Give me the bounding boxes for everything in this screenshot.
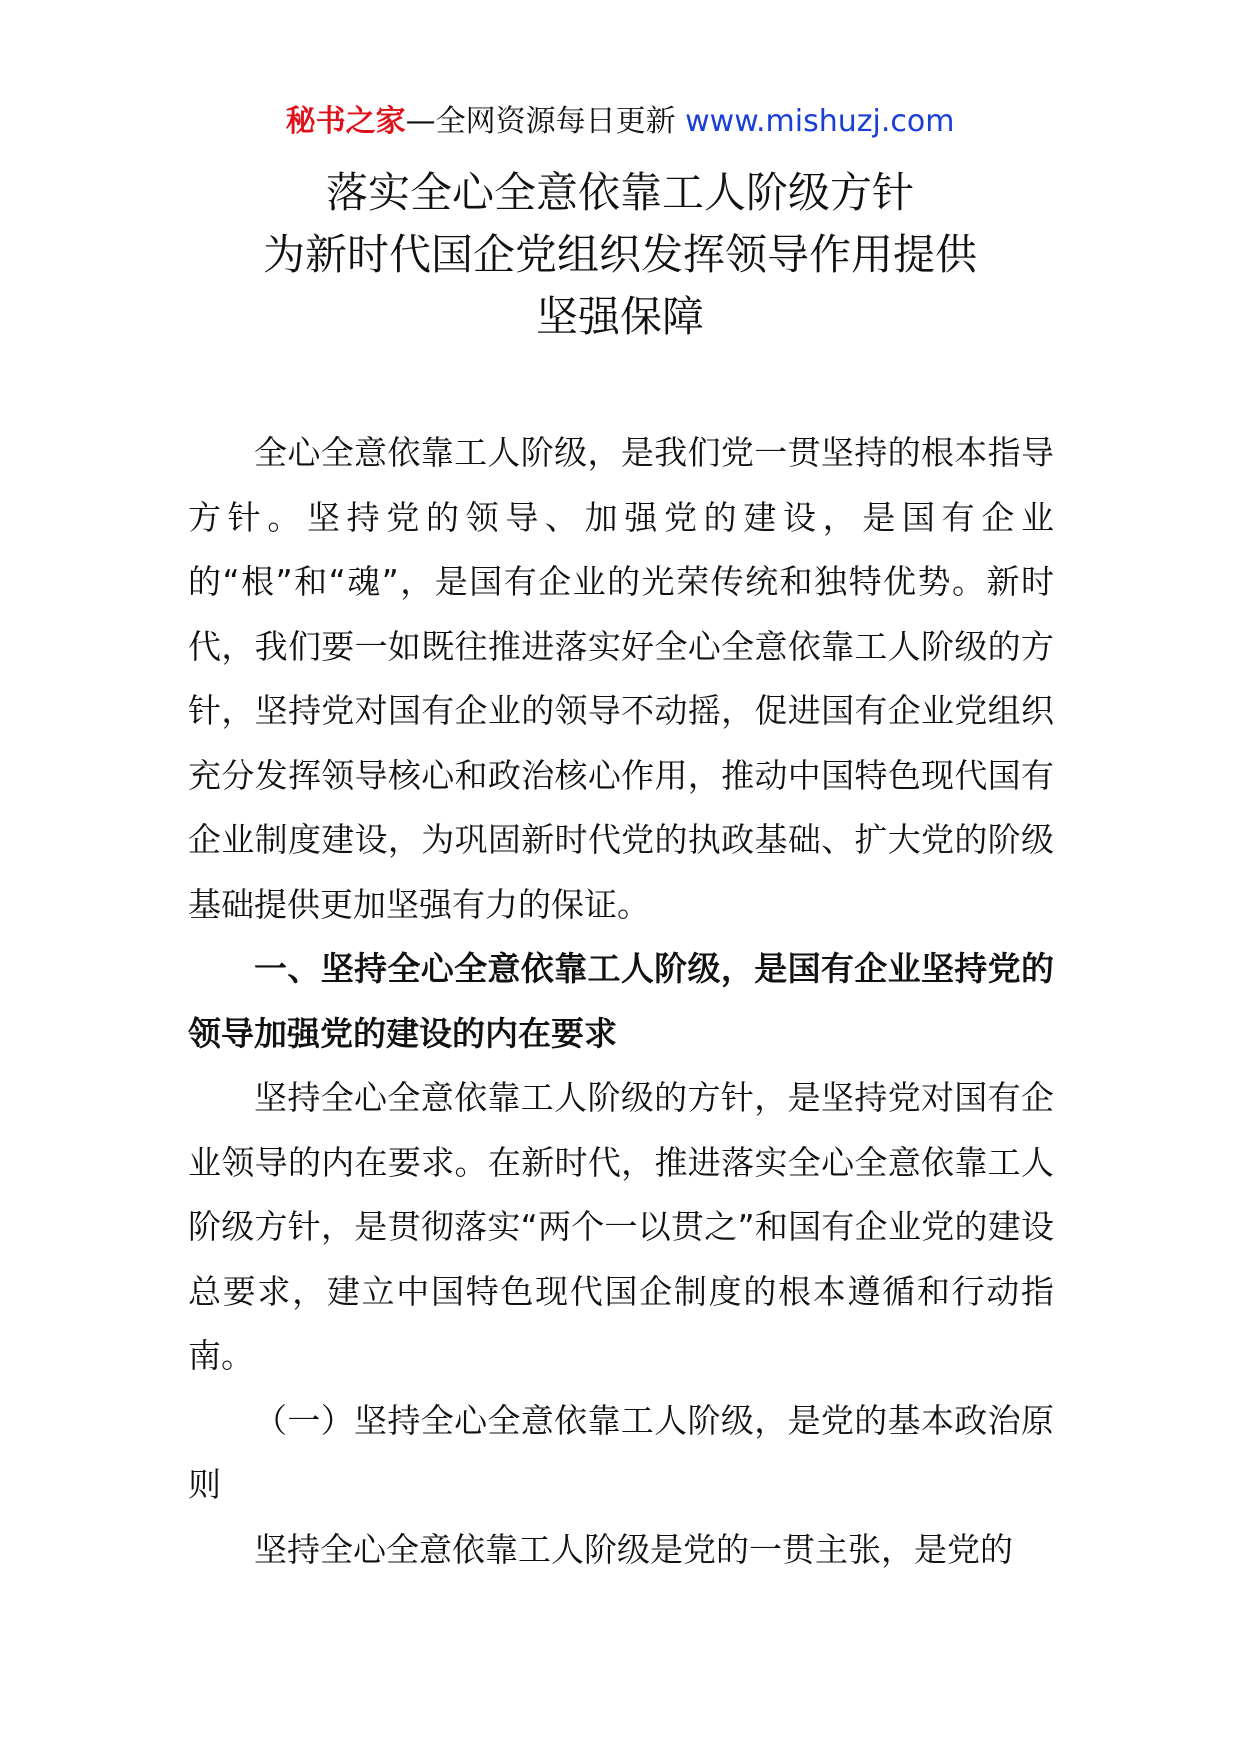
document-title <box>0 162 1240 348</box>
site-url[interactable]: www.mishuzj.com <box>685 104 955 139</box>
subsection-heading-1: （一）坚持全心全意依靠工人阶级，是党的基本政治原则 <box>188 1400 1054 1504</box>
title-line-2: 为新时代国企党组织发挥领导作用提供 <box>262 230 977 279</box>
site-brand: 秘书之家 <box>285 104 406 139</box>
site-header <box>0 102 1240 142</box>
body-paragraph-subsection-1: 坚持全心全意依靠工人阶级是党的一贯主张，是党的 <box>254 1529 1013 1569</box>
document-body <box>188 421 1054 1582</box>
title-line-3: 坚强保障 <box>535 292 704 341</box>
body-paragraph-section-1: 坚持全心全意依靠工人阶级的方针，是坚持党对国有企业领导的内在要求。在新时代，推进落实全心全意依靠工人阶级方针，是贯彻落实“两个一以贯之”和国有企业党的建设总要求，建立中国特色现代国企制度的根本遵循和行动指南。 <box>188 1078 1054 1375</box>
body-paragraph-intro: 全心全意依靠工人阶级，是我们党一贯坚持的根本指导方针。坚持党的领导、加强党的建设，是国有企业的“根”和“魂”，是国有企业的光荣传统和独特优势。新时代，我们要一如既往推进落实好全心全意依靠工人阶级的方针，坚持党对国有企业的领导不动摇，促进国有企业党组织充分发挥领导核心和政治核心作用，推动中国特色现代国有企业制度建设，为巩固新时代党的执政基础、扩大党的阶级基础提供更加坚强有力的保证。 <box>188 433 1054 924</box>
site-tagline: —全网资源每日更新 <box>405 104 686 139</box>
section-heading-1: 一、坚持全心全意依靠工人阶级，是国有企业坚持党的领导加强党的建设的内在要求 <box>188 949 1054 1053</box>
title-line-1: 落实全心全意依靠工人阶级方针 <box>325 168 914 217</box>
